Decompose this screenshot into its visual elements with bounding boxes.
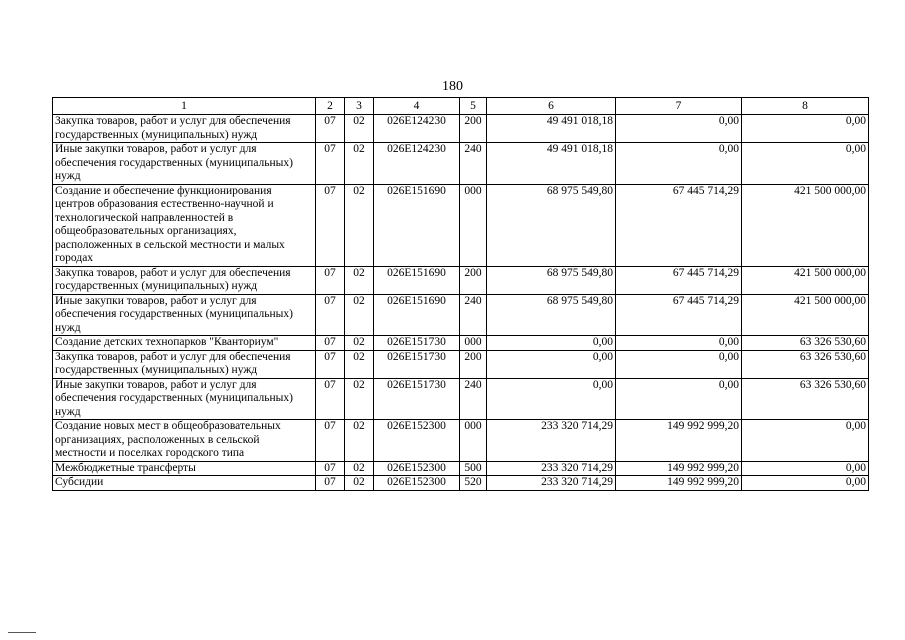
subsection-code: 02 xyxy=(345,115,374,143)
target-code: 026E124230 xyxy=(374,115,460,143)
subsection-code: 02 xyxy=(345,378,374,420)
row-name: Закупка товаров, работ и услуг для обеспечения государственных (муниципальных) нужд xyxy=(53,350,316,378)
row-name: Создание детских технопарков "Кванториум" xyxy=(53,336,316,351)
target-code: 026E151690 xyxy=(374,184,460,266)
table-row xyxy=(53,350,869,378)
subsection-code: 02 xyxy=(345,420,374,462)
expense-type-code: 200 xyxy=(460,266,487,294)
target-code: 026E151730 xyxy=(374,350,460,378)
table-row xyxy=(53,115,869,143)
amount-col8: 63 326 530,60 xyxy=(742,378,869,420)
amount-col7: 149 992 999,20 xyxy=(616,476,742,491)
subsection-code: 02 xyxy=(345,184,374,266)
amount-col6: 233 320 714,29 xyxy=(487,461,616,476)
target-code: 026E151690 xyxy=(374,294,460,336)
column-header: 3 xyxy=(345,98,374,115)
column-header: 1 xyxy=(53,98,316,115)
amount-col8: 0,00 xyxy=(742,115,869,143)
target-code: 026E124230 xyxy=(374,143,460,185)
row-name: Создание новых мест в общеобразовательных организациях, расположенных в сельской местности и поселках городского типа xyxy=(53,420,316,462)
subsection-code: 02 xyxy=(345,336,374,351)
section-code: 07 xyxy=(316,420,345,462)
footer-divider xyxy=(8,632,36,633)
row-name: Закупка товаров, работ и услуг для обеспечения государственных (муниципальных) нужд xyxy=(53,266,316,294)
section-code: 07 xyxy=(316,476,345,491)
header-row xyxy=(53,98,869,115)
section-code: 07 xyxy=(316,461,345,476)
subsection-code: 02 xyxy=(345,266,374,294)
target-code: 026E151690 xyxy=(374,266,460,294)
amount-col7: 67 445 714,29 xyxy=(616,294,742,336)
amount-col7: 149 992 999,20 xyxy=(616,420,742,462)
amount-col8: 421 500 000,00 xyxy=(742,266,869,294)
column-header: 7 xyxy=(616,98,742,115)
section-code: 07 xyxy=(316,294,345,336)
table-row xyxy=(53,143,869,185)
amount-col8: 421 500 000,00 xyxy=(742,294,869,336)
row-name: Иные закупки товаров, работ и услуг для обеспечения государственных (муниципальных) нужд xyxy=(53,294,316,336)
table-row xyxy=(53,420,869,462)
section-code: 07 xyxy=(316,336,345,351)
row-name: Субсидии xyxy=(53,476,316,491)
expense-type-code: 000 xyxy=(460,336,487,351)
section-code: 07 xyxy=(316,350,345,378)
expense-type-code: 200 xyxy=(460,350,487,378)
target-code: 026E152300 xyxy=(374,461,460,476)
amount-col6: 0,00 xyxy=(487,336,616,351)
table-row xyxy=(53,266,869,294)
amount-col8: 0,00 xyxy=(742,461,869,476)
column-header: 5 xyxy=(460,98,487,115)
amount-col7: 67 445 714,29 xyxy=(616,184,742,266)
expense-type-code: 240 xyxy=(460,378,487,420)
amount-col8: 0,00 xyxy=(742,420,869,462)
expense-type-code: 240 xyxy=(460,294,487,336)
subsection-code: 02 xyxy=(345,143,374,185)
row-name: Иные закупки товаров, работ и услуг для обеспечения государственных (муниципальных) нужд xyxy=(53,143,316,185)
target-code: 026E152300 xyxy=(374,420,460,462)
expense-type-code: 200 xyxy=(460,115,487,143)
table-row xyxy=(53,378,869,420)
amount-col6: 68 975 549,80 xyxy=(487,294,616,336)
table-row xyxy=(53,476,869,491)
amount-col7: 0,00 xyxy=(616,143,742,185)
subsection-code: 02 xyxy=(345,461,374,476)
amount-col7: 0,00 xyxy=(616,115,742,143)
amount-col6: 233 320 714,29 xyxy=(487,476,616,491)
table-row xyxy=(53,336,869,351)
amount-col8: 0,00 xyxy=(742,143,869,185)
amount-col8: 0,00 xyxy=(742,476,869,491)
amount-col8: 63 326 530,60 xyxy=(742,336,869,351)
page-number: 180 xyxy=(442,79,463,94)
section-code: 07 xyxy=(316,143,345,185)
amount-col6: 0,00 xyxy=(487,378,616,420)
row-name: Межбюджетные трансферты xyxy=(53,461,316,476)
section-code: 07 xyxy=(316,184,345,266)
amount-col8: 421 500 000,00 xyxy=(742,184,869,266)
row-name: Иные закупки товаров, работ и услуг для обеспечения государственных (муниципальных) нужд xyxy=(53,378,316,420)
amount-col7: 0,00 xyxy=(616,350,742,378)
amount-col6: 49 491 018,18 xyxy=(487,115,616,143)
section-code: 07 xyxy=(316,378,345,420)
amount-col7: 0,00 xyxy=(616,378,742,420)
expense-type-code: 520 xyxy=(460,476,487,491)
amount-col6: 0,00 xyxy=(487,350,616,378)
column-header: 4 xyxy=(374,98,460,115)
column-header: 8 xyxy=(742,98,869,115)
target-code: 026E151730 xyxy=(374,378,460,420)
amount-col7: 67 445 714,29 xyxy=(616,266,742,294)
subsection-code: 02 xyxy=(345,476,374,491)
amount-col8: 63 326 530,60 xyxy=(742,350,869,378)
amount-col6: 233 320 714,29 xyxy=(487,420,616,462)
amount-col6: 68 975 549,80 xyxy=(487,266,616,294)
amount-col7: 0,00 xyxy=(616,336,742,351)
subsection-code: 02 xyxy=(345,350,374,378)
column-header: 2 xyxy=(316,98,345,115)
amount-col6: 68 975 549,80 xyxy=(487,184,616,266)
amount-col6: 49 491 018,18 xyxy=(487,143,616,185)
subsection-code: 02 xyxy=(345,294,374,336)
table-row xyxy=(53,294,869,336)
table-row xyxy=(53,184,869,266)
table-row xyxy=(53,461,869,476)
column-header: 6 xyxy=(487,98,616,115)
expense-type-code: 000 xyxy=(460,420,487,462)
expense-type-code: 000 xyxy=(460,184,487,266)
row-name: Создание и обеспечение функционирования центров образования естественно-научной и технологической направленностей в общеобразовательных организациях, расположенных в сельской местности и малых городах xyxy=(53,184,316,266)
expense-type-code: 500 xyxy=(460,461,487,476)
amount-col7: 149 992 999,20 xyxy=(616,461,742,476)
target-code: 026E151730 xyxy=(374,336,460,351)
section-code: 07 xyxy=(316,266,345,294)
target-code: 026E152300 xyxy=(374,476,460,491)
row-name: Закупка товаров, работ и услуг для обеспечения государственных (муниципальных) нужд xyxy=(53,115,316,143)
budget-table xyxy=(52,97,869,491)
section-code: 07 xyxy=(316,115,345,143)
expense-type-code: 240 xyxy=(460,143,487,185)
